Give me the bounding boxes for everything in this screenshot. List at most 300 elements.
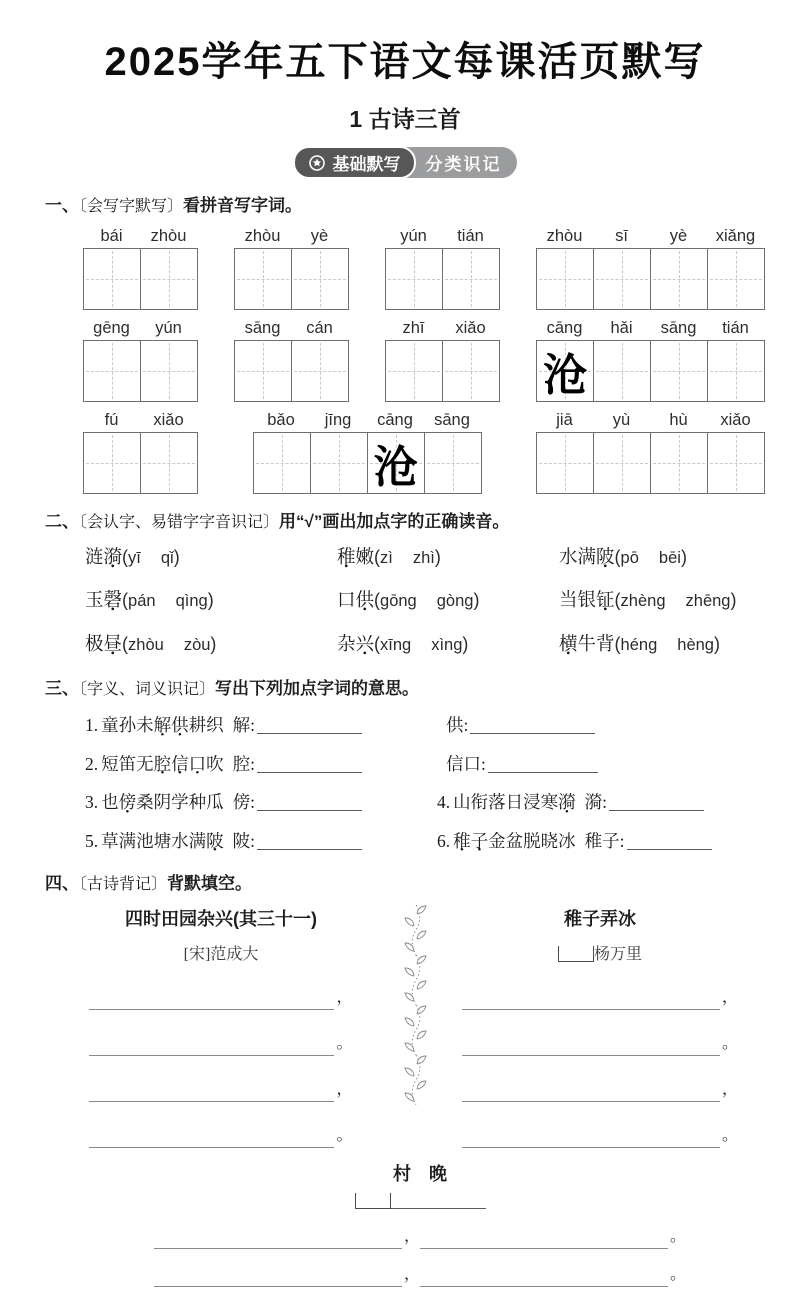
answer-blank bbox=[257, 757, 362, 773]
writing-box bbox=[593, 340, 651, 402]
section-one-instruction: 看拼音写字词。 bbox=[183, 196, 303, 215]
char: 漪 bbox=[558, 792, 576, 813]
char: 织 bbox=[206, 715, 224, 736]
char: 供 bbox=[355, 591, 375, 612]
item-number: 6. bbox=[437, 830, 451, 851]
dotted-word bbox=[337, 635, 374, 655]
char: 稚 bbox=[337, 547, 356, 568]
section-three-instruction: 写出下列加点字词的意思。 bbox=[215, 679, 420, 699]
meaning-row bbox=[85, 788, 765, 817]
poem-line bbox=[435, 1033, 765, 1056]
writing-box bbox=[593, 432, 651, 494]
line-punctuation: 。 bbox=[721, 1035, 738, 1053]
badge-secondary bbox=[415, 147, 517, 178]
line-blank bbox=[154, 1232, 402, 1249]
char: 杂 bbox=[337, 634, 356, 655]
section-one-header bbox=[45, 195, 765, 218]
poem-author-blank bbox=[435, 941, 765, 964]
poem-line bbox=[435, 1079, 765, 1102]
writing-box bbox=[442, 340, 500, 402]
writing-boxes bbox=[385, 340, 500, 402]
writing-box bbox=[650, 432, 708, 494]
paren: ( bbox=[614, 633, 621, 654]
writing-box bbox=[367, 432, 425, 494]
pinyin-labels bbox=[83, 227, 198, 246]
char: 晓 bbox=[540, 830, 559, 851]
pinyin-label: bái bbox=[100, 226, 123, 245]
pinyin-label: zhòu bbox=[150, 226, 187, 245]
line-punctuation: ， bbox=[721, 989, 738, 1007]
pinyin-choice: zhòu bbox=[128, 635, 164, 654]
char: 满 bbox=[577, 547, 597, 568]
char: 解 bbox=[153, 715, 172, 736]
answer-blank bbox=[257, 834, 362, 850]
char: 陂 bbox=[206, 830, 224, 851]
dynasty-blank bbox=[558, 946, 594, 962]
writing-box bbox=[140, 340, 198, 402]
pinyin-labels bbox=[536, 411, 765, 430]
poems-area bbox=[45, 905, 765, 1148]
pinyin-choice: zòu bbox=[183, 635, 211, 654]
writing-box bbox=[83, 340, 141, 402]
line-blank bbox=[89, 1131, 334, 1148]
pinyin-label: tián bbox=[722, 318, 749, 337]
char: 腔 bbox=[153, 753, 172, 774]
meaning-row bbox=[85, 750, 765, 779]
line-blank bbox=[462, 1085, 720, 1102]
term-label: 供: bbox=[446, 715, 469, 736]
dotted-word bbox=[559, 548, 615, 568]
paren: ) bbox=[207, 590, 214, 611]
char: 短 bbox=[101, 753, 119, 774]
char: 笛 bbox=[118, 753, 137, 774]
pinyin-choice: zì bbox=[380, 548, 393, 567]
char: 口 bbox=[188, 753, 207, 774]
char: 瓜 bbox=[206, 792, 224, 813]
pinyin-box-group bbox=[234, 319, 349, 402]
pinyin-box-group bbox=[253, 411, 482, 494]
poem-author-blank bbox=[75, 1193, 765, 1211]
line-blank bbox=[154, 1270, 402, 1287]
paren: ) bbox=[680, 546, 687, 567]
pronunciation-choice-grid bbox=[85, 542, 765, 661]
pinyin-choice: héng bbox=[620, 635, 658, 654]
word-meaning-area bbox=[85, 711, 765, 855]
char: 水 bbox=[171, 830, 189, 851]
pinyin-box-group bbox=[83, 227, 198, 310]
pinyin-label: yù bbox=[612, 410, 631, 429]
poem-sishitianyuanzaxing bbox=[45, 905, 397, 1148]
pinyin-choice: xīng bbox=[380, 635, 412, 654]
char: 供 bbox=[171, 715, 189, 736]
dotted-word bbox=[559, 591, 615, 611]
paren: ( bbox=[614, 590, 621, 611]
poem-line-pair bbox=[75, 1226, 765, 1249]
reading-item bbox=[559, 585, 765, 617]
char: 横 bbox=[559, 634, 578, 655]
poem-line bbox=[435, 987, 765, 1010]
poem-blank-lines bbox=[45, 987, 397, 1148]
meaning-item bbox=[85, 788, 437, 817]
char: 水 bbox=[559, 547, 578, 568]
writing-box bbox=[83, 432, 141, 494]
char: 草 bbox=[101, 830, 119, 851]
char: 衔 bbox=[470, 792, 489, 813]
section-two-header bbox=[45, 511, 765, 534]
char: 耕 bbox=[188, 715, 207, 736]
writing-box bbox=[536, 340, 594, 402]
pinyin-label: cán bbox=[306, 318, 333, 337]
pinyin-label: xiǎo bbox=[455, 318, 486, 337]
line-punctuation: ， bbox=[336, 989, 353, 1007]
poem-line bbox=[45, 1033, 397, 1056]
writing-box bbox=[707, 432, 765, 494]
term-label: 漪: bbox=[584, 792, 607, 813]
pinyin-label: gēng bbox=[93, 318, 130, 337]
char: 背 bbox=[596, 634, 615, 655]
reading-item bbox=[85, 542, 337, 574]
char: 落 bbox=[488, 792, 506, 813]
pinyin-label: jīng bbox=[324, 410, 352, 429]
reading-item bbox=[559, 542, 765, 574]
char: 金 bbox=[488, 830, 506, 851]
pinyin-label: xiǎo bbox=[720, 410, 751, 429]
line-blank bbox=[462, 993, 720, 1010]
writing-boxes bbox=[234, 248, 349, 310]
writing-box bbox=[385, 248, 443, 310]
pinyin-box-group bbox=[536, 227, 765, 310]
writing-boxes bbox=[83, 248, 198, 310]
pinyin-choice: xìng bbox=[431, 635, 463, 654]
line-blank bbox=[420, 1270, 668, 1287]
pinyin-label: xiǎng bbox=[715, 226, 756, 245]
term-label: 解: bbox=[232, 715, 255, 736]
char: 极 bbox=[85, 634, 104, 655]
item-number: 3. bbox=[85, 792, 99, 813]
char: 塘 bbox=[153, 830, 172, 851]
line-punctuation: 。 bbox=[336, 1127, 353, 1145]
poem-line bbox=[45, 1079, 397, 1102]
item-number: 1. bbox=[85, 715, 99, 736]
dotted-word bbox=[85, 548, 122, 568]
poem-title: 稚子弄冰 bbox=[564, 909, 636, 930]
line-punctuation: 。 bbox=[336, 1035, 353, 1053]
pinyin-box-row bbox=[83, 411, 765, 494]
line-blank bbox=[462, 1131, 720, 1148]
writing-box bbox=[424, 432, 482, 494]
pinyin-labels bbox=[536, 319, 765, 338]
char: 阴 bbox=[153, 792, 172, 813]
writing-boxes bbox=[83, 432, 198, 494]
line-blank bbox=[420, 1232, 668, 1249]
char: 陂 bbox=[596, 547, 615, 568]
pinyin-box-group bbox=[234, 227, 349, 310]
line-punctuation: ， bbox=[721, 1081, 738, 1099]
pinyin-choice: zhèng bbox=[620, 592, 666, 611]
char: 学 bbox=[171, 792, 189, 813]
term-label: 陂: bbox=[232, 830, 255, 851]
section-two-instruction: 用“√”画出加点字的正确读音。 bbox=[279, 511, 510, 531]
dotted-word bbox=[337, 591, 374, 611]
pinyin-label: hǎi bbox=[610, 318, 633, 337]
pinyin-box-group bbox=[83, 411, 198, 494]
section-one-number: 一、 bbox=[45, 196, 79, 215]
line-punctuation: 。 bbox=[670, 1266, 687, 1284]
poem-sentence bbox=[101, 754, 224, 774]
pinyin-box-row bbox=[83, 319, 765, 402]
char: 磬 bbox=[103, 591, 123, 612]
char: 涟 bbox=[85, 547, 104, 568]
section-four-tag: 〔古诗背记〕 bbox=[79, 875, 168, 893]
paren: ) bbox=[462, 633, 469, 654]
item-number: 2. bbox=[85, 753, 99, 774]
writing-box bbox=[234, 340, 292, 402]
section-three-tag: 〔字义、词义识记〕 bbox=[79, 681, 216, 699]
pinyin-labels bbox=[83, 411, 198, 430]
poem-blank-lines bbox=[435, 987, 765, 1148]
line-punctuation: 。 bbox=[721, 1127, 738, 1145]
section-four-number: 四、 bbox=[45, 873, 79, 893]
vine-divider-graphic bbox=[399, 905, 433, 1105]
reading-item bbox=[337, 585, 559, 617]
writing-box bbox=[385, 340, 443, 402]
badge-primary bbox=[293, 146, 416, 179]
char: 脱 bbox=[523, 830, 541, 851]
char: 稚 bbox=[453, 830, 471, 851]
prefilled-char: 沧 bbox=[543, 350, 587, 400]
pinyin-label: yún bbox=[155, 318, 182, 337]
answer-blank bbox=[609, 795, 704, 811]
poem-cunwan bbox=[75, 1160, 765, 1287]
char: 吹 bbox=[206, 753, 224, 774]
char: 子 bbox=[470, 830, 489, 851]
writing-box bbox=[650, 248, 708, 310]
poem-title: 四时田园杂兴(其三十一) bbox=[125, 909, 317, 930]
term-label: 傍: bbox=[232, 792, 255, 813]
answer-blank bbox=[627, 834, 712, 850]
dynasty-blank bbox=[355, 1193, 391, 1209]
writing-boxes bbox=[536, 432, 765, 494]
writing-boxes bbox=[253, 432, 482, 494]
dotted-word bbox=[85, 635, 122, 655]
pinyin-labels bbox=[385, 227, 500, 246]
poem-sentence bbox=[453, 792, 576, 812]
section-one-tag: 〔会写字默写〕 bbox=[79, 198, 184, 215]
pinyin-label: yè bbox=[310, 226, 329, 245]
page-title: 2025学年五下语文每课活页默写 bbox=[104, 40, 706, 84]
reading-item bbox=[559, 629, 765, 661]
char: 山 bbox=[453, 792, 471, 813]
vine-divider bbox=[397, 905, 435, 1148]
pinyin-labels bbox=[83, 319, 198, 338]
paren: ( bbox=[374, 590, 381, 611]
char: 钲 bbox=[596, 591, 615, 612]
section-badge bbox=[294, 147, 517, 178]
char: 昼 bbox=[103, 634, 123, 655]
dotted-word bbox=[559, 635, 615, 655]
section-two-number: 二、 bbox=[45, 511, 79, 531]
section-four-header bbox=[45, 873, 765, 896]
lesson-title: 1 古诗三首 bbox=[349, 106, 461, 132]
reading-item bbox=[85, 629, 337, 661]
reading-item bbox=[337, 629, 559, 661]
pinyin-label: bǎo bbox=[267, 410, 295, 429]
pinyin-box-group bbox=[385, 227, 500, 310]
answer-blank bbox=[257, 795, 362, 811]
char: 嫩 bbox=[355, 547, 375, 568]
poem-zhizinongbing bbox=[435, 905, 765, 1148]
pinyin-label: tián bbox=[457, 226, 484, 245]
pinyin-box-row bbox=[83, 227, 765, 310]
pinyin-label: cāng bbox=[546, 318, 583, 337]
pinyin-label: jiā bbox=[556, 410, 573, 429]
prefilled-char: 沧 bbox=[373, 442, 418, 492]
poem-author-name: 杨万里 bbox=[593, 946, 642, 964]
badge-primary-label: 基础默写 bbox=[332, 155, 401, 174]
pinyin-choice: yī bbox=[128, 548, 141, 567]
pinyin-label: cāng bbox=[377, 410, 413, 429]
meaning-item bbox=[85, 750, 437, 779]
meaning-item bbox=[85, 711, 437, 740]
pinyin-labels bbox=[234, 319, 349, 338]
pinyin-choice: qǐ bbox=[160, 548, 174, 567]
pinyin-labels bbox=[234, 227, 349, 246]
writing-box bbox=[536, 432, 594, 494]
char: 也 bbox=[101, 792, 119, 813]
writing-box bbox=[140, 432, 198, 494]
writing-boxes bbox=[536, 248, 765, 310]
term-label: 稚子: bbox=[584, 830, 625, 851]
char: 满 bbox=[118, 830, 137, 851]
pinyin-label: sī bbox=[615, 226, 628, 245]
char: 银 bbox=[577, 591, 597, 612]
pinyin-labels bbox=[536, 227, 765, 246]
char: 傍 bbox=[118, 792, 137, 813]
answer-blank bbox=[488, 757, 598, 773]
pinyin-choice: hèng bbox=[677, 635, 714, 654]
answer-blank bbox=[470, 718, 595, 734]
term-label: 信口: bbox=[446, 753, 486, 774]
char: 盆 bbox=[505, 830, 524, 851]
paren: ( bbox=[614, 546, 621, 567]
pinyin-label: fú bbox=[104, 410, 119, 429]
meaning-item bbox=[437, 711, 765, 740]
section-two-tag: 〔会认字、易错字字音识记〕 bbox=[79, 513, 280, 531]
pinyin-box-group bbox=[385, 319, 500, 402]
char: 当 bbox=[559, 591, 578, 612]
badge-row bbox=[45, 147, 765, 178]
paren: ) bbox=[173, 546, 180, 567]
paren: ( bbox=[122, 633, 129, 654]
paren: ( bbox=[122, 590, 129, 611]
item-number: 5. bbox=[85, 830, 99, 851]
line-blank bbox=[89, 993, 334, 1010]
writing-box bbox=[291, 340, 349, 402]
char: 日 bbox=[505, 792, 524, 813]
pinyin-label: sāng bbox=[660, 318, 697, 337]
meaning-row bbox=[85, 827, 765, 856]
pinyin-label: sāng bbox=[244, 318, 281, 337]
meaning-row bbox=[85, 711, 765, 740]
author-name-blank bbox=[391, 1193, 486, 1209]
writing-boxes bbox=[234, 340, 349, 402]
char: 兴 bbox=[355, 634, 375, 655]
char: 寒 bbox=[540, 792, 559, 813]
char: 口 bbox=[337, 591, 356, 612]
pinyin-choice: pán bbox=[128, 592, 156, 611]
writing-box bbox=[536, 248, 594, 310]
writing-box bbox=[140, 248, 198, 310]
pinyin-box-group bbox=[83, 319, 198, 402]
poem-line-pair bbox=[75, 1264, 765, 1287]
pinyin-label: yún bbox=[400, 226, 427, 245]
poem-line bbox=[45, 1125, 397, 1148]
char: 信 bbox=[171, 753, 189, 774]
section-four-instruction: 背默填空。 bbox=[167, 873, 253, 893]
pinyin-label: sāng bbox=[434, 410, 470, 429]
poem-blank-lines bbox=[75, 1226, 765, 1287]
paren: ) bbox=[730, 590, 737, 611]
paren: ) bbox=[434, 546, 441, 567]
poem-sentence bbox=[101, 792, 224, 812]
paren: ( bbox=[122, 546, 129, 567]
section-three-number: 三、 bbox=[45, 679, 79, 699]
pinyin-label: zhòu bbox=[244, 226, 281, 245]
char: 牛 bbox=[577, 634, 597, 655]
poem-sentence bbox=[101, 831, 224, 851]
writing-box bbox=[234, 248, 292, 310]
line-blank bbox=[462, 1039, 720, 1056]
meaning-item bbox=[437, 827, 765, 856]
item-number: 4. bbox=[437, 792, 451, 813]
pinyin-label: hù bbox=[669, 410, 688, 429]
answer-blank bbox=[257, 718, 362, 734]
writing-box bbox=[291, 248, 349, 310]
pinyin-choice: zhì bbox=[412, 548, 435, 567]
char: 无 bbox=[136, 753, 154, 774]
writing-box bbox=[707, 248, 765, 310]
reading-item bbox=[85, 585, 337, 617]
pinyin-box-group bbox=[536, 411, 765, 494]
reading-item bbox=[337, 542, 559, 574]
pinyin-label: zhòu bbox=[546, 226, 583, 245]
meaning-item bbox=[437, 750, 765, 779]
pinyin-label: yè bbox=[669, 226, 688, 245]
char: 未 bbox=[136, 715, 154, 736]
writing-boxes bbox=[385, 248, 500, 310]
writing-box bbox=[83, 248, 141, 310]
pinyin-labels bbox=[253, 411, 482, 430]
paren: ) bbox=[713, 633, 720, 654]
paren: ( bbox=[374, 633, 381, 654]
char: 满 bbox=[188, 830, 207, 851]
poem-line bbox=[45, 987, 397, 1010]
pinyin-choice: qìng bbox=[175, 592, 208, 611]
line-blank bbox=[89, 1039, 334, 1056]
line-punctuation: ， bbox=[403, 1266, 420, 1284]
line-blank bbox=[89, 1085, 334, 1102]
char: 孙 bbox=[118, 715, 137, 736]
pinyin-choice: pō bbox=[620, 548, 639, 567]
writing-box bbox=[650, 340, 708, 402]
writing-box bbox=[310, 432, 368, 494]
term-label: 腔: bbox=[232, 753, 255, 774]
paren: ) bbox=[210, 633, 217, 654]
writing-box bbox=[707, 340, 765, 402]
paren: ) bbox=[473, 590, 480, 611]
pinyin-label: zhī bbox=[402, 318, 425, 337]
section-three-header bbox=[45, 678, 765, 701]
